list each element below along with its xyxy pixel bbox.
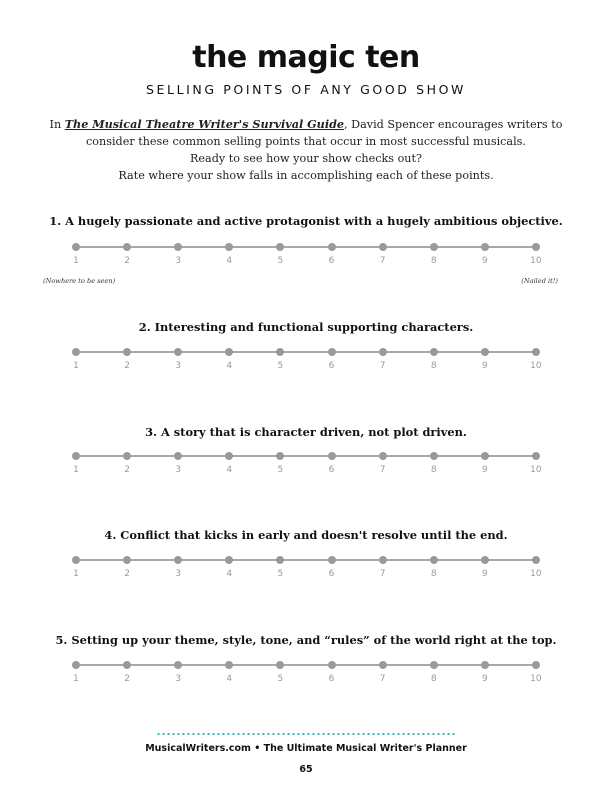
- scale-point-4[interactable]: [225, 452, 233, 460]
- scale-line: [76, 246, 536, 248]
- scale-point-9[interactable]: [481, 661, 489, 669]
- scale-number-4: 4: [226, 674, 233, 684]
- scale-point-10[interactable]: [532, 556, 540, 564]
- scale-number-2: 2: [124, 674, 130, 684]
- question-2: 2. Interesting and functional supporting characters.: [138, 320, 474, 334]
- scale-point-4[interactable]: [225, 243, 233, 251]
- scale-point-7[interactable]: [379, 243, 387, 251]
- scale-number-7: 7: [379, 569, 386, 579]
- scale-number-5: 5: [277, 465, 284, 475]
- scale-number-3: 3: [175, 256, 182, 266]
- page-number: 65: [299, 764, 313, 775]
- scale-number-5: 5: [277, 256, 284, 266]
- scale-number-4: 4: [226, 569, 233, 579]
- scale-number-8: 8: [430, 674, 437, 684]
- intro-paragraph: [0, 116, 612, 184]
- scale-line: [76, 351, 536, 353]
- scale-point-7[interactable]: [379, 556, 387, 564]
- scale-number-3: 3: [175, 465, 182, 475]
- scale-point-3[interactable]: [174, 556, 182, 564]
- scale-point-6[interactable]: [328, 243, 336, 251]
- rating-scale-2[interactable]: [0, 348, 612, 372]
- scale-point-6[interactable]: [328, 452, 336, 460]
- page-title: the magic ten: [192, 40, 420, 75]
- scale-point-10[interactable]: [532, 348, 540, 356]
- scale-point-2[interactable]: [123, 556, 131, 564]
- scale-point-5[interactable]: [276, 348, 284, 356]
- scale-point-9[interactable]: [481, 452, 489, 460]
- scale-number-2: 2: [124, 361, 130, 371]
- dotted-divider: [156, 733, 456, 735]
- scale-point-3[interactable]: [174, 243, 182, 251]
- scale-line: [76, 664, 536, 666]
- scale-number-8: 8: [430, 256, 437, 266]
- intro-line-1: In The Musical Theatre Writer's Survival Guide, David Spencer encourages writers to: [49, 117, 563, 131]
- scale-number-1: 1: [73, 674, 79, 684]
- scale-point-9[interactable]: [481, 348, 489, 356]
- scale-number-2: 2: [124, 256, 130, 266]
- scale-number-3: 3: [175, 674, 182, 684]
- page-subtitle: SELLING POINTS OF ANY GOOD SHOW: [145, 82, 467, 97]
- scale-point-8[interactable]: [430, 556, 438, 564]
- scale-number-5: 5: [277, 569, 284, 579]
- scale-point-6[interactable]: [328, 348, 336, 356]
- scale-point-1[interactable]: [72, 348, 80, 356]
- rating-scale-3[interactable]: [0, 452, 612, 476]
- scale-number-3: 3: [175, 569, 182, 579]
- question-3: 3. A story that is character driven, not plot driven.: [145, 425, 467, 439]
- scale-number-6: 6: [328, 569, 335, 579]
- scale-point-1[interactable]: [72, 243, 80, 251]
- scale-point-3[interactable]: [174, 661, 182, 669]
- intro-line-3: Ready to see how your show checks out?: [190, 152, 422, 165]
- scale-point-1[interactable]: [72, 556, 80, 564]
- scale-point-5[interactable]: [276, 661, 284, 669]
- question-4: 4. Conflict that kicks in early and doesn't resolve until the end.: [104, 528, 508, 542]
- scale-point-2[interactable]: [123, 243, 131, 251]
- scale-point-10[interactable]: [532, 661, 540, 669]
- scale-point-8[interactable]: [430, 452, 438, 460]
- scale-point-1[interactable]: [72, 452, 80, 460]
- scale-point-9[interactable]: [481, 243, 489, 251]
- scale-point-6[interactable]: [328, 556, 336, 564]
- scale-high-anchor: (Nailed it!): [521, 277, 558, 285]
- scale-number-9: 9: [481, 569, 488, 579]
- footer-separator: •: [254, 743, 261, 754]
- scale-number-1: 1: [73, 465, 79, 475]
- scale-number-7: 7: [379, 465, 386, 475]
- footer-book-title: The Ultimate Musical Writer's Planner: [263, 743, 467, 754]
- scale-point-10[interactable]: [532, 243, 540, 251]
- scale-number-6: 6: [328, 465, 335, 475]
- scale-point-5[interactable]: [276, 556, 284, 564]
- scale-number-4: 4: [226, 361, 233, 371]
- intro-line-4: Rate where your show falls in accomplishing each of these points.: [118, 169, 494, 182]
- scale-number-3: 3: [175, 361, 182, 371]
- scale-point-7[interactable]: [379, 452, 387, 460]
- scale-number-10: 10: [530, 674, 542, 684]
- scale-number-6: 6: [328, 674, 335, 684]
- scale-number-10: 10: [530, 361, 542, 371]
- scale-number-10: 10: [530, 465, 542, 475]
- scale-number-2: 2: [124, 569, 130, 579]
- scale-point-2[interactable]: [123, 348, 131, 356]
- scale-number-4: 4: [226, 256, 233, 266]
- scale-number-1: 1: [73, 361, 79, 371]
- scale-number-9: 9: [481, 361, 488, 371]
- scale-number-7: 7: [379, 256, 386, 266]
- scale-point-5[interactable]: [276, 243, 284, 251]
- scale-point-2[interactable]: [123, 661, 131, 669]
- scale-point-5[interactable]: [276, 452, 284, 460]
- scale-point-8[interactable]: [430, 243, 438, 251]
- scale-number-9: 9: [481, 256, 488, 266]
- scale-point-10[interactable]: [532, 452, 540, 460]
- scale-number-2: 2: [124, 465, 130, 475]
- scale-line: [76, 559, 536, 561]
- scale-number-5: 5: [277, 674, 284, 684]
- scale-point-6[interactable]: [328, 661, 336, 669]
- scale-number-9: 9: [481, 674, 488, 684]
- scale-point-7[interactable]: [379, 348, 387, 356]
- scale-number-1: 1: [73, 256, 79, 266]
- scale-number-8: 8: [430, 465, 437, 475]
- footer-site: MusicalWriters.com: [145, 743, 251, 754]
- scale-number-6: 6: [328, 256, 335, 266]
- scale-point-4[interactable]: [225, 661, 233, 669]
- scale-number-1: 1: [73, 569, 79, 579]
- rating-scale-1[interactable]: [0, 243, 612, 267]
- scale-number-10: 10: [530, 569, 542, 579]
- scale-number-8: 8: [430, 361, 437, 371]
- scale-point-3[interactable]: [174, 348, 182, 356]
- book-title: The Musical Theatre Writer's Survival Guide: [64, 117, 345, 131]
- scale-point-1[interactable]: [72, 661, 80, 669]
- question-1: 1. A hugely passionate and active protagonist with a hugely ambitious objective.: [49, 214, 563, 228]
- rating-scale-5[interactable]: [0, 661, 612, 685]
- scale-point-8[interactable]: [430, 661, 438, 669]
- scale-number-7: 7: [379, 361, 386, 371]
- scale-number-10: 10: [530, 256, 542, 266]
- scale-low-anchor: (Nowhere to be seen): [43, 277, 116, 285]
- scale-point-8[interactable]: [430, 348, 438, 356]
- scale-point-2[interactable]: [123, 452, 131, 460]
- scale-number-7: 7: [379, 674, 386, 684]
- intro-line-2: consider these common selling points that occur in most successful musicals.: [86, 135, 526, 148]
- footer-line: [0, 743, 612, 754]
- scale-point-4[interactable]: [225, 556, 233, 564]
- scale-line: [76, 455, 536, 457]
- scale-number-8: 8: [430, 569, 437, 579]
- scale-number-6: 6: [328, 361, 335, 371]
- rating-scale-4[interactable]: [0, 556, 612, 580]
- scale-point-7[interactable]: [379, 661, 387, 669]
- scale-number-4: 4: [226, 465, 233, 475]
- scale-point-9[interactable]: [481, 556, 489, 564]
- scale-point-4[interactable]: [225, 348, 233, 356]
- scale-number-5: 5: [277, 361, 284, 371]
- scale-point-3[interactable]: [174, 452, 182, 460]
- scale-number-9: 9: [481, 465, 488, 475]
- question-5: 5. Setting up your theme, style, tone, and “rules” of the world right at the top.: [55, 633, 557, 647]
